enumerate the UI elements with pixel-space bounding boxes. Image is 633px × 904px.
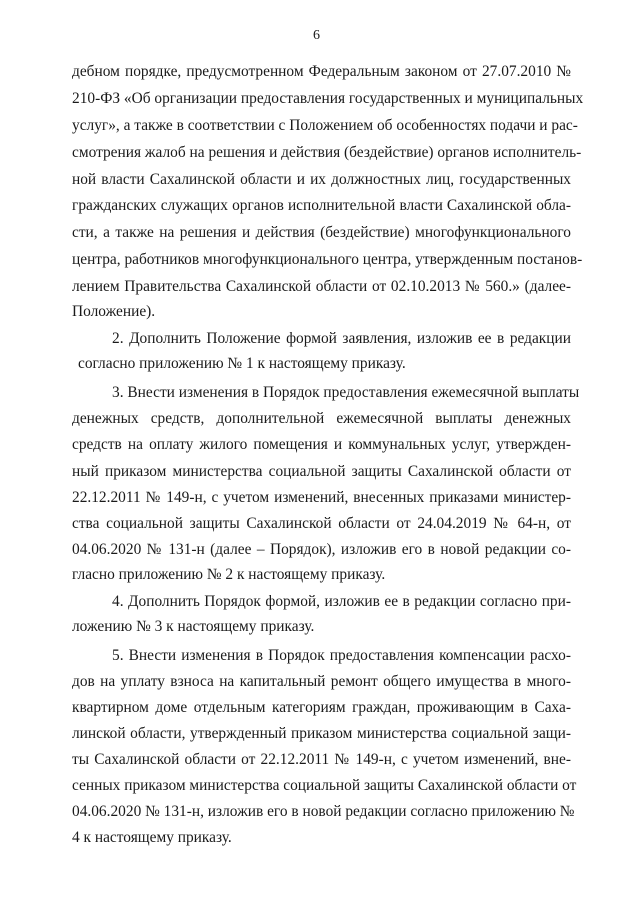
page-number: 6: [313, 28, 320, 43]
text-line: ства социальной защиты Сахалинской области от 24.04.2019 № 64-н, от: [72, 515, 571, 532]
text-line: средств на оплату жилого помещения и коммунальных услуг, утвержден-: [72, 436, 571, 453]
text-line: ложению № 3 к настоящему приказу.: [72, 618, 315, 635]
text-line: 4 к настоящему приказу.: [72, 829, 232, 846]
text-line: согласно приложению № 1 к настоящему приказу.: [78, 355, 406, 372]
text-line: денежных средств, дополнительной ежемесячной выплаты денежных: [72, 410, 571, 427]
text-line: лением Правительства Сахалинской области от 02.10.2013 № 560.» (далее-: [72, 278, 571, 295]
text-line: 210-ФЗ «Об организации предоставления государственных и муниципальных: [72, 90, 584, 107]
text-line: центра, работников многофункционального центра, утвержденным постанов-: [72, 251, 583, 268]
text-line: 04.06.2020 № 131-н, изложив его в новой редакции согласно приложению №: [72, 803, 575, 820]
text-line: квартирном доме отдельным категориям граждан, проживающим в Саха-: [72, 699, 571, 716]
text-line: 3. Внести изменения в Порядок предоставления ежемесячной выплаты: [112, 384, 580, 401]
text-line: 4. Дополнить Порядок формой, изложив ее в редакции согласно при-: [112, 593, 571, 610]
text-line: 22.12.2011 № 149-н, с учетом изменений, внесенных приказами министер-: [72, 489, 571, 506]
text-line: ной власти Сахалинской области и их должностных лиц, государственных: [72, 171, 571, 188]
text-line: дебном порядке, предусмотренном Федеральным законом от 27.07.2010 №: [72, 63, 571, 80]
text-line: Положение).: [72, 303, 156, 320]
text-line: линской области, утвержденный приказом министерства социальной защи-: [72, 725, 571, 742]
text-line: смотрения жалоб на решения и действия (бездействие) органов исполнитель-: [72, 144, 582, 161]
text-line: ты Сахалинской области от 22.12.2011 № 149-н, с учетом изменений, вне-: [72, 751, 571, 768]
text-line: ный приказом министерства социальной защиты Сахалинской области от: [72, 463, 571, 480]
text-line: гражданских служащих органов исполнительной власти Сахалинской обла-: [72, 197, 571, 214]
text-line: гласно приложению № 2 к настоящему приказу.: [72, 566, 386, 583]
text-line: 2. Дополнить Положение формой заявления, изложив ее в редакции: [112, 330, 571, 347]
text-line: услуг», а также в соответствии с Положением об особенностях подачи и рас-: [72, 117, 578, 134]
text-line: 5. Внести изменения в Порядок предоставления компенсации расхо-: [112, 647, 571, 664]
text-line: 04.06.2020 № 131-н (далее – Порядок), изложив его в новой редакции со-: [72, 541, 571, 558]
text-line: дов на уплату взноса на капитальный ремонт общего имущества в много-: [72, 673, 571, 690]
text-line: сенных приказом министерства социальной защиты Сахалинской области от: [72, 777, 577, 794]
text-line: сти, а также на решения и действия (бездействие) многофункционального: [72, 224, 571, 241]
